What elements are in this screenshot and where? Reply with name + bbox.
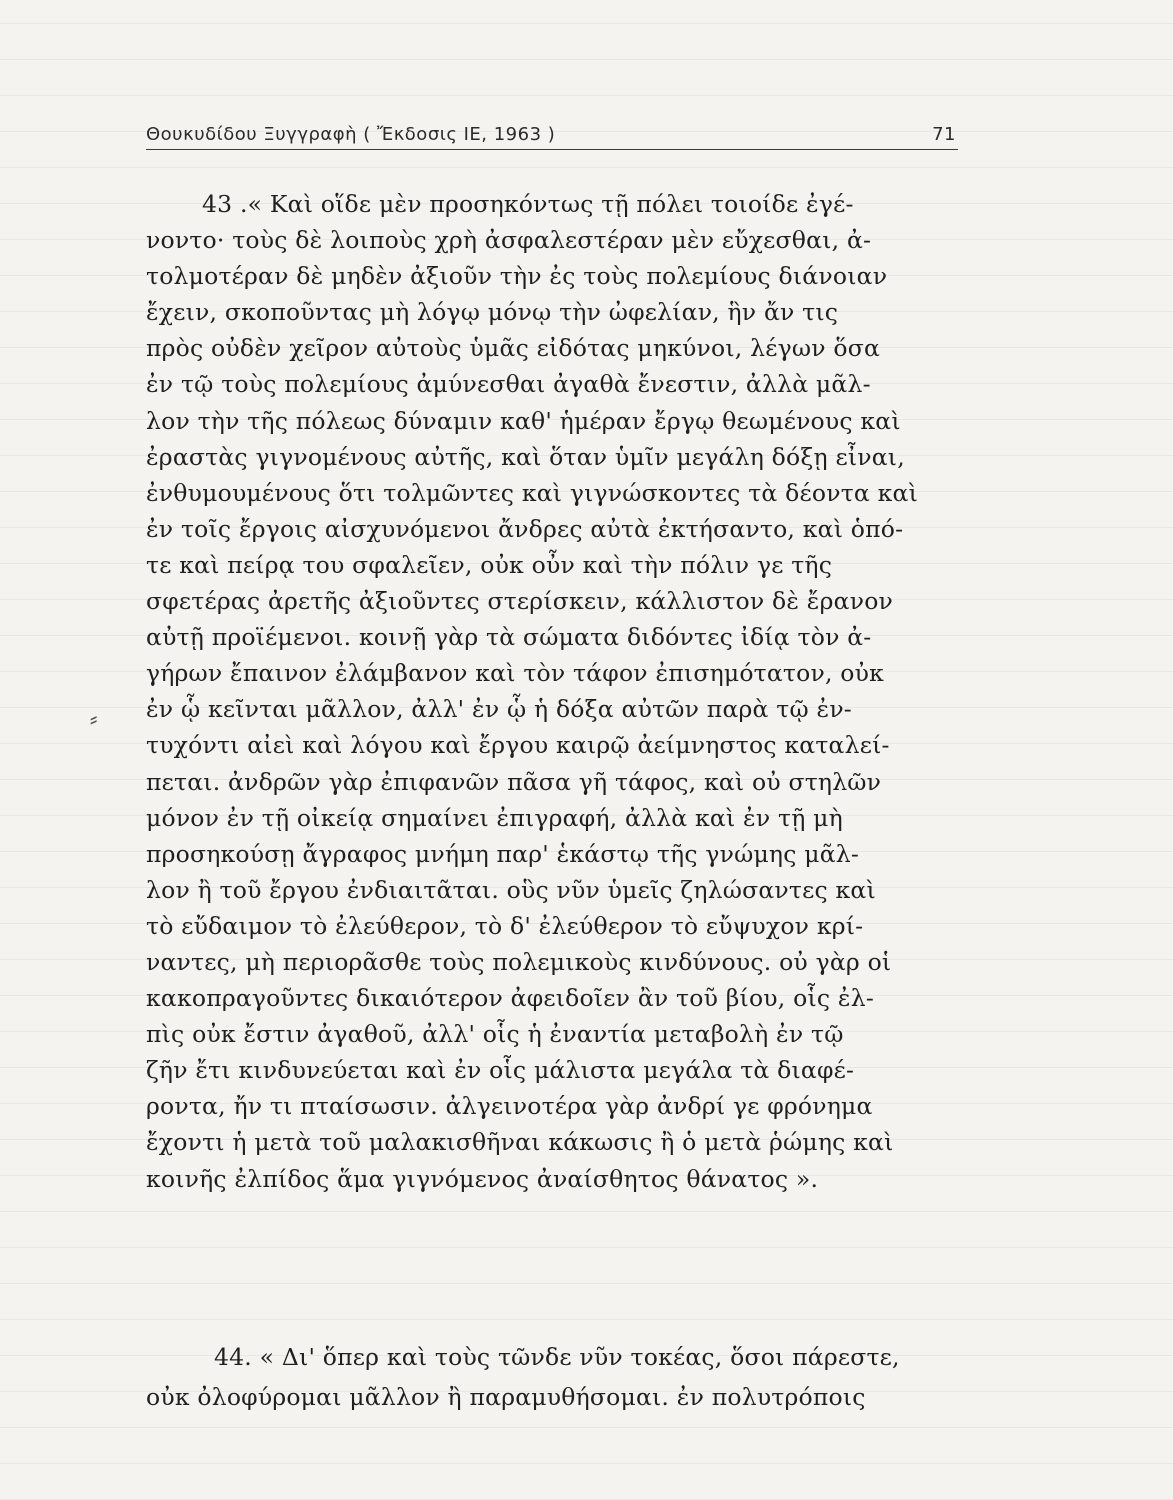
text-line: τε καὶ πείρᾳ του σφαλεῖεν, οὐκ οὖν καὶ τὴν πόλιν γε τῆς (146, 550, 833, 579)
text-line: 43 .« Καὶ οἵδε μὲν προσηκόντως τῇ πόλει τοιοίδε ἐγέ- (202, 190, 854, 218)
margin-mark: ⸗ (90, 707, 98, 732)
text-line: ναντες, μὴ περιορᾶσθε τοὺς πολεμικοὺς κινδύνους. οὐ γὰρ οἱ (146, 947, 892, 976)
text-line: λον τὴν τῆς πόλεως δύναμιν καθ' ἡμέραν ἔργῳ θεωμένους καὶ (146, 406, 901, 435)
text-line: σφετέρας ἀρετῆς ἀξιοῦντες στερίσκειν, κάλλιστον δὲ ἔρανον (146, 587, 894, 616)
text-line: κοινῆς ἐλπίδος ἅμα γιγνόμενος ἀναίσθητος θάνατος ». (146, 1164, 819, 1193)
text-line: ἔχοντι ἡ μετὰ τοῦ μαλακισθῆναι κάκωσις ἢ ὁ μετὰ ῥώμης καὶ (146, 1128, 894, 1157)
text-line: μόνον ἐν τῇ οἰκείᾳ σημαίνει ἐπιγραφή, ἀλλὰ καὶ ἐν τῇ μὴ (146, 803, 843, 832)
text-line: τὸ εὔδαιμον τὸ ἐλεύθερον, τὸ δ' ἐλεύθερον τὸ εὔψυχον κρί- (146, 911, 864, 940)
header-rule (146, 149, 958, 150)
text-line: πεται. ἀνδρῶν γὰρ ἐπιφανῶν πᾶσα γῆ τάφος, καὶ οὐ στηλῶν (146, 767, 882, 796)
text-line: γήρων ἔπαινον ἐλάμβανον καὶ τὸν τάφον ἐπισημότατον, οὐκ (146, 659, 885, 688)
running-title: Θουκυδίδου Ξυγγραφὴ ( Ἔκδοσις ΙΕ, 1963 ) (146, 124, 556, 145)
text-line: νοντο· τοὺς δὲ λοιποὺς χρὴ ἀσφαλεστέραν μὲν εὔχεσθαι, ἀ- (146, 226, 872, 255)
text-line: πρὸς οὐδὲν χεῖρον αὐτοὺς ὑμᾶς εἰδότας μηκύνοι, λέγων ὅσα (146, 334, 881, 363)
text-line: κακοπραγοῦντες δικαιότερον ἀφειδοῖεν ἂν τοῦ βίου, οἷς ἐλ- (146, 984, 874, 1013)
text-line: ἔχειν, σκοποῦντας μὴ λόγῳ μόνῳ τὴν ὠφελίαν, ἣν ἄν τις (146, 298, 839, 327)
text-line: ζῆν ἔτι κινδυνεύεται καὶ ἐν οἷς μάλιστα μεγάλα τὰ διαφέ- (146, 1056, 855, 1085)
text-line: τυχόντι αἰεὶ καὶ λόγου καὶ ἔργου καιρῷ ἀείμνηστος καταλεί- (146, 731, 890, 760)
section-43-text (146, 186, 961, 1197)
section-44-text (146, 1337, 961, 1417)
text-line: 44. « Δι' ὅπερ καὶ τοὺς τῶνδε νῦν τοκέας, ὅσοι πάρεστε, (214, 1343, 900, 1371)
text-line: οὐκ ὀλοφύρομαι μᾶλλον ἢ παραμυθήσομαι. ἐν πολυτρόποις (146, 1383, 866, 1411)
text-line: αὐτῇ προϊέμενοι. κοινῇ γὰρ τὰ σώματα διδόντες ἰδίᾳ τὸν ἀ- (146, 623, 872, 652)
text-line: ἐνθυμουμένους ὅτι τολμῶντες καὶ γιγνώσκοντες τὰ δέοντα καὶ (146, 478, 919, 507)
text-line: πὶς οὐκ ἔστιν ἀγαθοῦ, ἀλλ' οἷς ἡ ἐναντία μεταβολὴ ἐν τῷ (146, 1020, 844, 1049)
text-line: ἐν τοῖς ἔργοις αἰσχυνόμενοι ἄνδρες αὐτὰ ἐκτήσαντο, καὶ ὁπό- (146, 514, 904, 543)
text-line: ἐραστὰς γιγνομένους αὐτῆς, καὶ ὅταν ὑμῖν μεγάλη δόξῃ εἶναι, (146, 442, 905, 471)
text-line: προσηκούσῃ ἄγραφος μνήμη παρ' ἑκάστῳ τῆς γνώμης μᾶλ- (146, 839, 860, 868)
page-number: 71 (932, 124, 956, 145)
text-line: ἐν τῷ τοὺς πολεμίους ἀμύνεσθαι ἀγαθὰ ἔνεστιν, ἀλλὰ μᾶλ- (146, 370, 871, 399)
text-line: ἐν ᾧ κεῖνται μᾶλλον, ἀλλ' ἐν ᾧ ἡ δόξα αὐτῶν παρὰ τῷ ἐν- (146, 695, 852, 724)
text-line: λον ἢ τοῦ ἔργου ἐνδιαιτᾶται. οὓς νῦν ὑμεῖς ζηλώσαντες καὶ (146, 875, 876, 904)
text-line: τολμοτέραν δὲ μηδὲν ἀξιοῦν τὴν ἐς τοὺς πολεμίους διάνοιαν (146, 262, 888, 291)
text-line: ροντα, ἤν τι πταίσωσιν. ἀλγεινοτέρα γὰρ ἀνδρί γε φρόνημα (146, 1092, 873, 1121)
running-header (146, 112, 958, 148)
